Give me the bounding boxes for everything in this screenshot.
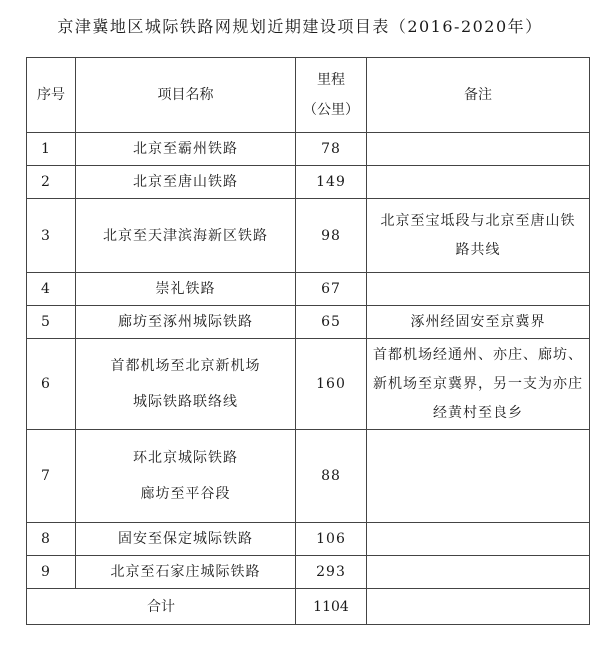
total-label: 合计 — [27, 589, 296, 625]
row-index: 3 — [27, 199, 76, 273]
project-name-line: 城际铁路联络线 — [133, 394, 238, 410]
row-length: 293 — [296, 556, 367, 589]
row-project-name — [76, 199, 296, 273]
header-length-line2: （公里） — [303, 102, 359, 118]
row-project-name — [76, 430, 296, 523]
row-project-name — [76, 339, 296, 430]
table-row — [27, 430, 590, 523]
table-row — [27, 339, 590, 430]
project-name-line: 北京至天津滨海新区铁路 — [103, 227, 268, 244]
row-index: 2 — [27, 166, 76, 199]
row-note — [367, 430, 590, 523]
row-index: 4 — [27, 273, 76, 306]
row-index: 6 — [27, 339, 76, 430]
table-row — [27, 556, 590, 589]
project-name-line: 环北京城际铁路 — [133, 450, 238, 466]
row-note — [367, 556, 590, 589]
page-title: 京津冀地区城际铁路网规划近期建设项目表（2016-2020年） — [57, 17, 543, 36]
row-project-name — [76, 166, 296, 199]
total-length: 1104 — [296, 589, 367, 625]
row-index: 9 — [27, 556, 76, 589]
row-project-name — [76, 306, 296, 339]
row-index: 1 — [27, 133, 76, 166]
table-row — [27, 273, 590, 306]
header-index: 序号 — [27, 58, 76, 133]
row-length: 88 — [296, 430, 367, 523]
header-note: 备注 — [367, 58, 590, 133]
note-line: 经黄村至良乡 — [433, 404, 523, 421]
row-length: 65 — [296, 306, 367, 339]
project-name-line: 廊坊至涿州城际铁路 — [118, 314, 253, 330]
table-row — [27, 199, 590, 273]
table-row — [27, 523, 590, 556]
row-length: 106 — [296, 523, 367, 556]
row-note — [367, 133, 590, 166]
project-name-line: 固安至保定城际铁路 — [118, 531, 253, 547]
row-project-name — [76, 556, 296, 589]
row-length: 98 — [296, 199, 367, 273]
header-length-line1: 里程 — [317, 72, 345, 88]
row-length: 67 — [296, 273, 367, 306]
note-line: 北京至宝坻段与北京至唐山铁 — [380, 212, 576, 229]
row-note — [367, 339, 590, 430]
row-index: 5 — [27, 306, 76, 339]
table-row — [27, 166, 590, 199]
row-index: 7 — [27, 430, 76, 523]
table-row — [27, 306, 590, 339]
row-project-name — [76, 273, 296, 306]
project-name-line: 崇礼铁路 — [155, 281, 216, 297]
table-row — [27, 133, 590, 166]
row-length: 78 — [296, 133, 367, 166]
project-name-line: 北京至石家庄城际铁路 — [110, 564, 261, 580]
row-note — [367, 273, 590, 306]
row-note — [367, 166, 590, 199]
row-length: 149 — [296, 166, 367, 199]
project-name-line: 廊坊至平谷段 — [140, 486, 231, 502]
row-note — [367, 306, 590, 339]
project-name-line: 北京至霸州铁路 — [133, 141, 238, 157]
row-note — [367, 199, 590, 273]
project-name-line: 北京至唐山铁路 — [133, 174, 238, 190]
header-name: 项目名称 — [76, 58, 296, 133]
note-line: 涿州经固安至京冀界 — [410, 314, 546, 330]
note-line: 首都机场经通州、亦庄、廊坊、 — [373, 346, 583, 363]
header-length — [296, 58, 367, 133]
note-line: 路共线 — [455, 241, 501, 258]
row-project-name — [76, 523, 296, 556]
project-table — [26, 57, 590, 625]
note-line: 新机场至京冀界，另一支为亦庄 — [373, 375, 583, 392]
total-note — [367, 589, 590, 625]
table-header-row — [27, 58, 590, 133]
row-note — [367, 523, 590, 556]
total-row — [27, 589, 590, 625]
row-index: 8 — [27, 523, 76, 556]
project-name-line: 首都机场至北京新机场 — [110, 358, 261, 374]
row-project-name — [76, 133, 296, 166]
row-length: 160 — [296, 339, 367, 430]
